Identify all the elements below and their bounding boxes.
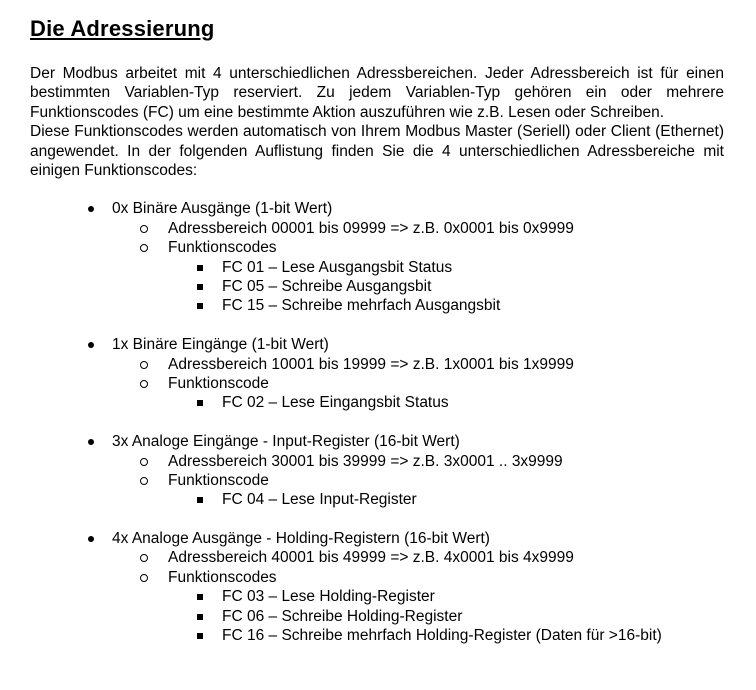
function-code-item	[30, 490, 724, 509]
bullet-circle-icon	[140, 458, 148, 466]
bullet-square-icon	[197, 614, 203, 620]
bullet-circle-icon	[140, 477, 148, 485]
bullet-circle-icon	[140, 225, 148, 233]
bullet-square-icon	[197, 265, 203, 271]
bullet-disc-icon	[88, 206, 94, 212]
function-code: FC 03 – Lese Holding-Register	[222, 588, 435, 606]
group-heading: 1x Binäre Eingänge (1-bit Wert)	[112, 336, 329, 354]
list-item-3x	[30, 432, 724, 510]
bullet-disc-icon	[88, 439, 94, 445]
list-item-heading	[30, 335, 724, 354]
address-range: Adressbereich 10001 bis 19999 => z.B. 1x0001 bis 1x9999	[168, 355, 574, 373]
function-code-label: Funktionscode	[168, 471, 269, 489]
group-heading: 3x Analoge Eingänge - Input-Register (16-bit Wert)	[112, 433, 460, 451]
address-range-list	[30, 199, 724, 645]
bullet-circle-icon	[140, 574, 148, 582]
function-code: FC 02 – Lese Eingangsbit Status	[222, 394, 449, 412]
function-code: FC 15 – Schreibe mehrfach Ausgangsbit	[222, 297, 501, 315]
group-heading: 4x Analoge Ausgänge - Holding-Registern (16-bit Wert)	[112, 530, 490, 548]
function-code-item	[30, 587, 724, 606]
list-subitem	[30, 355, 724, 374]
function-code: FC 01 – Lese Ausgangsbit Status	[222, 258, 453, 276]
bullet-square-icon	[197, 633, 203, 639]
list-subitem	[30, 548, 724, 567]
bullet-disc-icon	[88, 342, 94, 348]
function-code-item	[30, 277, 724, 296]
list-item-heading	[30, 432, 724, 451]
list-subitem	[30, 219, 724, 238]
bullet-square-icon	[197, 284, 203, 290]
function-code-label: Funktionscode	[168, 374, 269, 392]
bullet-disc-icon	[88, 536, 94, 542]
bullet-circle-icon	[140, 554, 148, 562]
list-item-heading	[30, 199, 724, 218]
bullet-square-icon	[197, 594, 203, 600]
bullet-circle-icon	[140, 380, 148, 388]
address-range: Adressbereich 40001 bis 49999 => z.B. 4x0001 bis 4x9999	[168, 549, 574, 567]
function-code: FC 06 – Schreibe Holding-Register	[222, 607, 463, 625]
bullet-square-icon	[197, 303, 203, 309]
function-code: FC 16 – Schreibe mehrfach Holding-Register (Daten für >16-bit)	[222, 627, 662, 645]
address-range: Adressbereich 30001 bis 39999 => z.B. 3x0001 .. 3x9999	[168, 452, 563, 470]
function-code: FC 04 – Lese Input-Register	[222, 491, 417, 509]
page-title: Die Adressierung	[30, 16, 215, 41]
document-page	[30, 14, 724, 665]
bullet-circle-icon	[140, 361, 148, 369]
function-code-label: Funktionscodes	[168, 239, 277, 257]
bullet-square-icon	[197, 497, 203, 503]
bullet-circle-icon	[140, 244, 148, 252]
function-code-item	[30, 607, 724, 626]
bullet-square-icon	[197, 400, 203, 406]
list-item-heading	[30, 529, 724, 548]
list-subitem	[30, 452, 724, 471]
list-subitem	[30, 568, 724, 587]
function-code-item	[30, 296, 724, 315]
function-code-label: Funktionscodes	[168, 568, 277, 586]
list-subitem	[30, 471, 724, 490]
function-code-item	[30, 393, 724, 412]
intro-paragraph: Der Modbus arbeitet mit 4 unterschiedlichen Adressbereichen. Jeder Adressbereich ist für einen bestimmten Variablen-Typ reserviert. Zu jedem Variablen-Typ gehören ein oder mehrere Funktionscodes (FC) um eine bestimmte Aktion auszuführen wie z.B. Lesen oder Schreiben.	[30, 65, 724, 121]
list-item-0x	[30, 199, 724, 315]
group-heading: 0x Binäre Ausgänge (1-bit Wert)	[112, 200, 333, 218]
intro-paragraph: Diese Funktionscodes werden automatisch von Ihrem Modbus Master (Seriell) oder Client (Ethernet) angewendet. In der folgenden Auflistung finden Sie die 4 unterschiedlichen Adressbereiche mit einigen Funktionscodes:	[30, 123, 724, 180]
list-item-1x	[30, 335, 724, 413]
list-subitem	[30, 238, 724, 257]
intro-text	[30, 64, 724, 180]
function-code-item	[30, 258, 724, 277]
list-item-4x	[30, 529, 724, 645]
function-code: FC 05 – Schreibe Ausgangsbit	[222, 278, 432, 295]
function-code-item	[30, 626, 724, 645]
list-subitem	[30, 374, 724, 393]
address-range: Adressbereich 00001 bis 09999 => z.B. 0x0001 bis 0x9999	[168, 219, 574, 237]
